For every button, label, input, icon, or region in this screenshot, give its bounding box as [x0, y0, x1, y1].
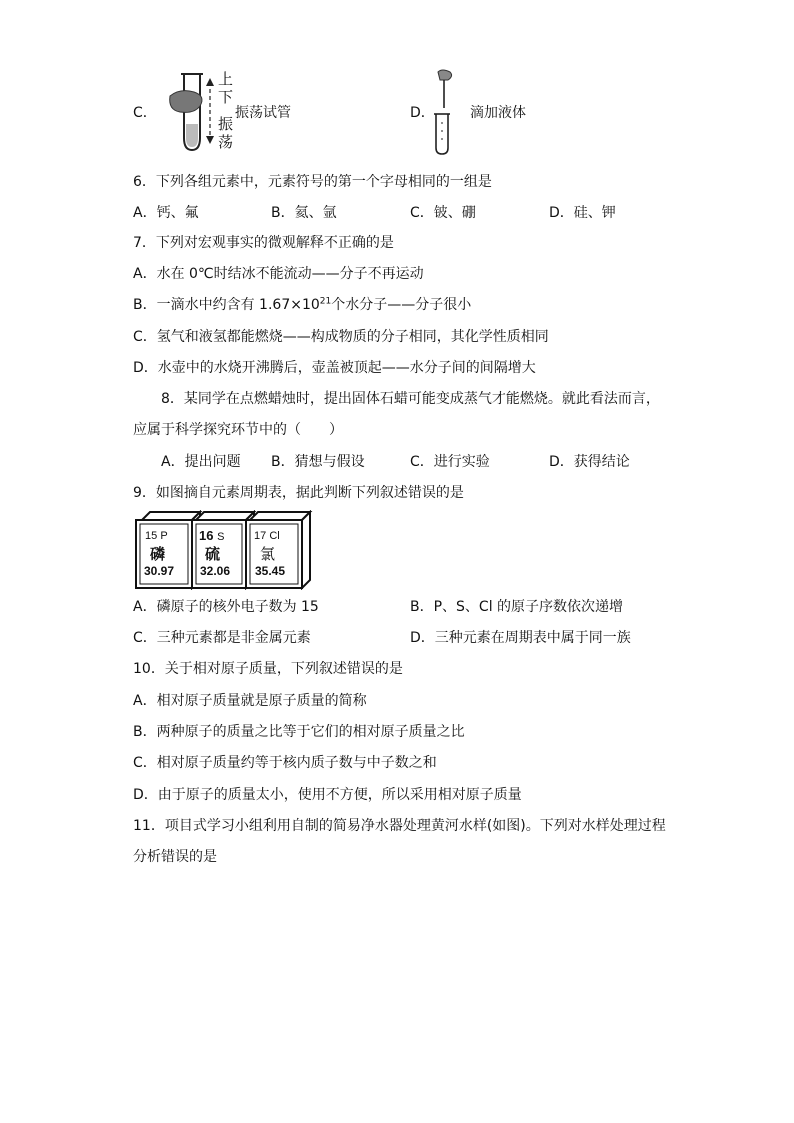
q7-option-a: A．水在 0℃时结冰不能流动——分子不再运动: [133, 266, 424, 282]
q10-option-d: D．由于原子的质量太小，使用不方便，所以采用相对原子质量: [133, 787, 522, 803]
q7-option-b-pre: B．一滴水中约含有 1.67×10: [133, 297, 320, 313]
q8-option-b: B．猜想与假设: [271, 454, 365, 470]
q8-option-c: C．进行实验: [410, 454, 490, 470]
q10-option-a: A．相对原子质量就是原子质量的简称: [133, 693, 367, 709]
q9-option-c: C．三种元素都是非金属元素: [133, 630, 311, 646]
q8-option-a: A．提出问题: [161, 454, 241, 470]
element-cl-name: 氯: [260, 546, 276, 563]
q9-option-a: A．磷原子的核外电子数为 15: [133, 599, 319, 615]
q10-option-b: B．两种原子的质量之比等于它们的相对原子质量之比: [133, 724, 465, 740]
dropper-figure: [428, 66, 462, 158]
q9-option-d: D．三种元素在周期表中属于同一族: [410, 630, 631, 646]
q8-stem-line2: 应属于科学探究环节中的（ ）: [133, 422, 343, 438]
q6-stem: 6．下列各组元素中，元素符号的第一个字母相同的一组是: [133, 174, 492, 190]
q6-option-b: B．氦、氩: [271, 205, 337, 221]
q10-option-c: C．相对原子质量约等于核内质子数与中子数之和: [133, 755, 437, 771]
q7-option-b: [133, 296, 471, 314]
q5-option-c-letter: C．: [133, 105, 157, 121]
q5-fig-label-swing: 荡: [218, 133, 234, 151]
q5-fig-label-down: 下: [218, 88, 234, 106]
q7-option-b-post: 个水分子——分子很小: [331, 297, 472, 313]
element-s-name: 硫: [205, 546, 221, 563]
element-cl-mass: 35.45: [255, 564, 286, 578]
q9-option-b: B．P、S、Cl 的原子序数依次递增: [410, 599, 624, 615]
q5-option-d-letter: D．: [410, 105, 435, 121]
q5-fig-label-up: 上: [218, 70, 234, 88]
q11-stem-line2: 分析错误的是: [133, 849, 217, 865]
q6-option-d: D．硅、钾: [549, 205, 616, 221]
q7-option-c: C．氢气和液氢都能燃烧——构成物质的分子相同，其化学性质相同: [133, 329, 549, 345]
q10-stem: 10．关于相对原子质量，下列叙述错误的是: [133, 661, 403, 677]
q8-stem-line1: 8．某同学在点燃蜡烛时，提出固体石蜡可能变成蒸气才能燃烧。就此看法而言，: [161, 391, 660, 407]
q6-option-c: C．铍、硼: [410, 205, 476, 221]
q5-option-c-text: 振荡试管: [235, 105, 291, 121]
q6-option-a: A．钙、氟: [133, 205, 199, 221]
element-cl-number-symbol: 17 Cl: [254, 530, 280, 542]
q7-stem: 7．下列对宏观事实的微观解释不正确的是: [133, 235, 394, 251]
q11-stem-line1: 11．项目式学习小组利用自制的简易净水器处理黄河水样(如图)。下列对水样处理过程: [133, 818, 666, 834]
q7-option-d: D．水壶中的水烧开沸腾后，壶盖被顶起——水分子间的间隔增大: [133, 360, 536, 376]
q9-stem: 9．如图摘自元素周期表，据此判断下列叙述错误的是: [133, 485, 464, 501]
q8-option-d: D．获得结论: [549, 454, 630, 470]
element-p-number-symbol: 15 P: [145, 530, 168, 542]
element-p-mass: 30.97: [144, 564, 175, 578]
q7-option-b-exponent: 21: [319, 296, 332, 307]
element-s-mass: 32.06: [200, 564, 231, 578]
q5-option-d-text: 滴加液体: [470, 105, 526, 121]
element-s-number-symbol: 16 S: [199, 528, 225, 543]
q5-fig-label-shake: 振: [218, 115, 234, 133]
element-p-name: 磷: [150, 546, 166, 563]
